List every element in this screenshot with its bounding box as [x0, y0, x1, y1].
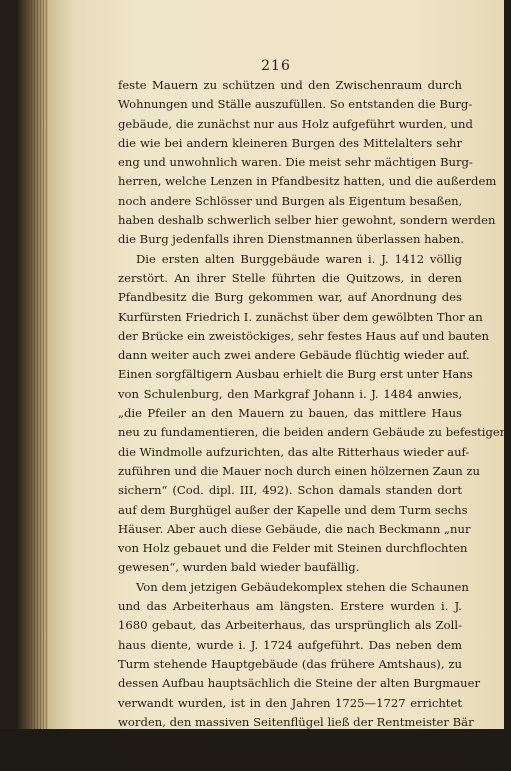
text-line: gebäude, die zunächst nur aus Holz aufgeführt wurden, und: [118, 116, 473, 131]
text-line: verwandt wurden, ist in den Jahren 1725—1727 errichtet: [118, 695, 462, 710]
text-line: die Burg jedenfalls ihren Dienstmannen überlassen haben.: [118, 232, 464, 247]
text-line: i. J. 1792 bauen.: [118, 734, 214, 749]
text-line: die wie bei andern kleineren Burgen des Mittelalters sehr: [118, 135, 462, 150]
text-line: Turm stehende Hauptgebäude (das frühere Amtshaus), zu: [118, 656, 462, 671]
text-line: sichern“ (Cod. dipl. III, 492). Schon damals standen dort: [118, 483, 462, 498]
text-line: haben deshalb schwerlich selber hier gewohnt, sondern werden: [118, 213, 496, 228]
text-line: von Schulenburg, den Markgraf Johann i. J. 1484 anwies,: [118, 386, 462, 401]
text-line: Gleichzeitig mit diesen weitgehenden baulichen Ver-: [136, 753, 462, 768]
text-line: Einen sorgfältigern Ausbau erhielt die Burg erst unter Hans: [118, 367, 473, 382]
text-line: dann weiter auch zwei andere Gebäude flüchtig wieder auf.: [118, 348, 470, 363]
text-line: neu zu fundamentieren, die beiden andern Gebäude zu befestigen,: [118, 425, 511, 440]
text-line: die Windmolle aufzurichten, das alte Ritterhaus wieder auf-: [118, 444, 470, 459]
text-line: und das Arbeiterhaus am längsten. Erstere wurden i. J.: [118, 599, 462, 614]
text-line: eng und unwohnlich waren. Die meist sehr mächtigen Burg-: [118, 155, 473, 170]
text-line: Häuser. Aber auch diese Gebäude, die nach Beckmann „nur: [118, 521, 471, 536]
text-line: von Holz gebauet und die Felder mit Steinen durchflochten: [118, 541, 468, 556]
text-line: herren, welche Lenzen in Pfandbesitz hatten, und die außerdem: [118, 174, 497, 189]
text-line: 1680 gebaut, das Arbeiterhaus, das ursprünglich als Zoll-: [118, 618, 462, 633]
text-line: worden, den massiven Seitenflügel ließ der Rentmeister Bär: [118, 714, 474, 729]
text-line: haus diente, wurde i. J. 1724 aufgeführt. Das neben dem: [118, 637, 462, 652]
page-number: 216: [261, 58, 291, 74]
text-line: Pfandbesitz die Burg gekommen war, auf Anordnung des: [118, 290, 462, 305]
text-line: der Brücke ein zweistöckiges, sehr festes Haus auf und bauten: [118, 328, 489, 343]
text-line: Die ersten alten Burggebäude waren i. J. 1412 völlig: [136, 251, 462, 266]
text-line: noch andere Schlösser und Burgen als Eigentum besaßen,: [118, 193, 463, 208]
text-line: feste Mauern zu schützen und den Zwischenraum durch: [118, 78, 462, 92]
text-line: Wohnungen und Ställe auszufüllen. So entstanden die Burg-: [118, 97, 473, 112]
text-line: zuführen und die Mauer noch durch einen hölzernen Zaun zu: [118, 463, 480, 478]
text-line: Kurfürsten Friedrich I. zunächst über dem gewölbten Thor an: [118, 309, 483, 324]
text-line: Von dem jetzigen Gebäudekomplex stehen die Schaunen: [136, 579, 469, 594]
text-line: auf dem Burghügel außer der Kapelle und dem Turm sechs: [118, 502, 468, 517]
text-line: gewesen“, wurden bald wieder baufällig.: [118, 560, 360, 575]
page-text: [118, 76, 511, 771]
text-line: zerstört. An ihrer Stelle führten die Quitzows, in deren: [118, 270, 462, 285]
text-line: dessen Aufbau hauptsächlich die Steine der alten Burgmauer: [118, 676, 481, 691]
book-page: [48, 0, 511, 768]
text-line: „die Pfeiler an den Mauern zu bauen, das mittlere Haus: [118, 406, 462, 421]
